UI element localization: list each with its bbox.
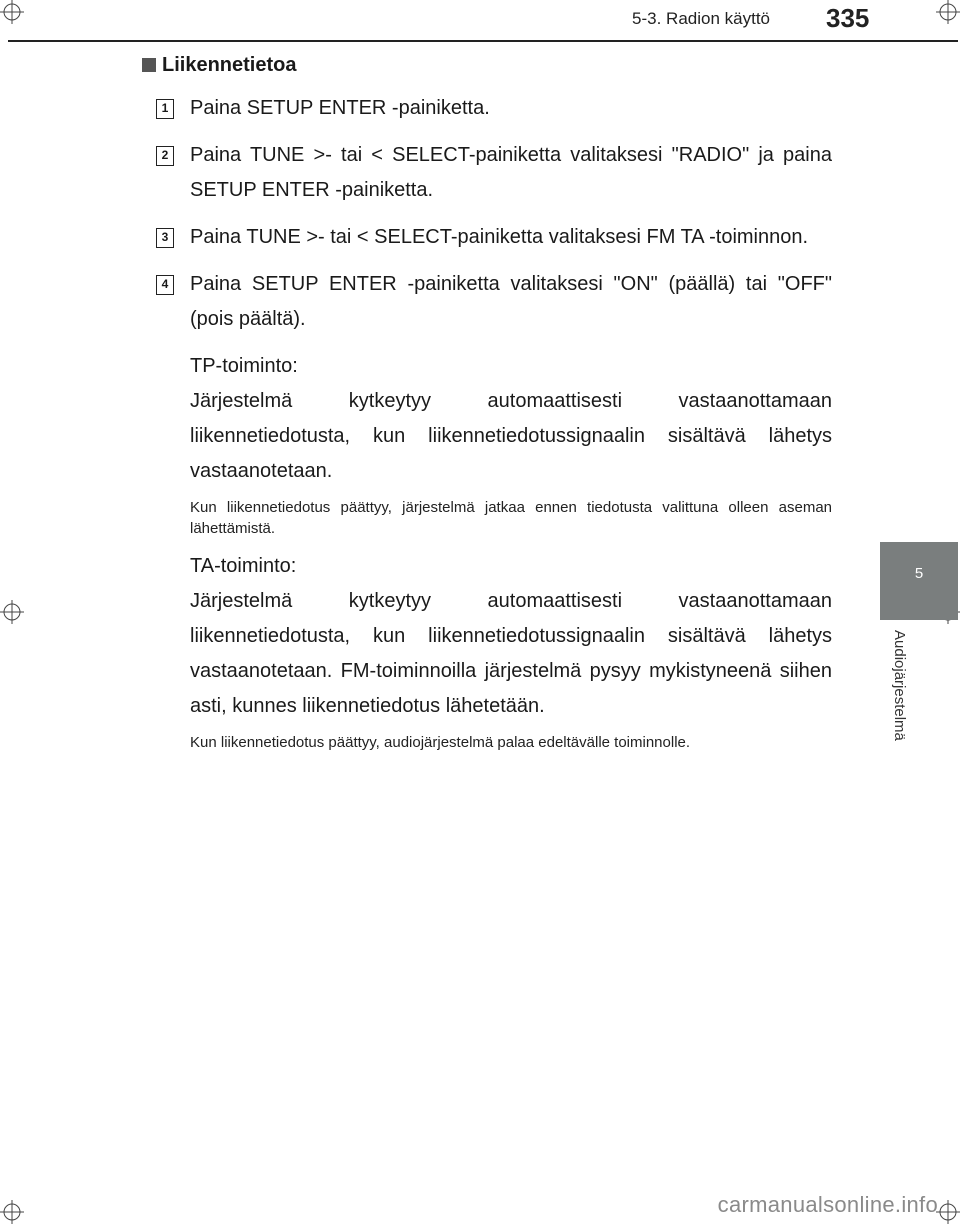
step-text: Paina SETUP ENTER -painiketta. (190, 97, 490, 119)
tp-title: TP-toiminto: (190, 355, 298, 377)
step-number-badge: 4 (156, 275, 174, 295)
chapter-label: Audiojärjestelmä (891, 630, 908, 741)
main-content (142, 50, 832, 763)
step-text: Paina TUNE >- tai < SELECT-painiketta valitaksesi FM TA -toiminnon. (190, 226, 809, 248)
step-text: Paina TUNE >- tai < SELECT-painiketta valitaksesi "RADIO" ja paina SETUP ENTER -painiketta. (190, 144, 832, 201)
step-number-badge: 3 (156, 228, 174, 248)
crop-mark-bottom-left (0, 1200, 24, 1224)
crop-mark-bottom-right (936, 1200, 960, 1224)
chapter-tab (880, 542, 958, 620)
chapter-number: 5 (914, 565, 924, 582)
ta-title: TA-toiminto: (190, 555, 297, 577)
step-1 (142, 91, 832, 126)
crop-mark-middle-left (0, 600, 24, 624)
step-number-badge: 2 (156, 146, 174, 166)
step-3 (142, 220, 832, 255)
step-number-badge: 1 (156, 99, 174, 119)
tp-note: Kun liikennetiedotus päättyy, järjestelmä jatkaa ennen tiedotusta valittuna olleen aseman lähettämistä. (190, 499, 832, 537)
section-heading (142, 54, 832, 77)
section-title: 5-3. Radion käyttö (632, 9, 770, 28)
heading-text: Liikennetietoa (162, 54, 297, 76)
tp-description: Järjestelmä kytkeytyy automaattisesti vastaanottamaan liikennetiedotusta, kun liikennetiedotussignaalin sisältävä lähetys vastaanotetaan. (190, 390, 832, 482)
step-text: Paina SETUP ENTER -painiketta valitaksesi "ON" (päällä) tai "OFF" (pois päältä). (190, 273, 832, 330)
ta-note: Kun liikennetiedotus päättyy, audiojärjestelmä palaa edeltävälle toiminnolle. (190, 734, 691, 751)
ta-description: Järjestelmä kytkeytyy automaattisesti vastaanottamaan liikennetiedotusta, kun liikennetiedotussignaalin sisältävä lähetys vastaanotetaan. FM-toiminnoilla järjestelmä pysyy mykistyneenä siihen asti, kunnes liikennetiedotus lähetetään. (190, 590, 832, 717)
page-number: 335 (826, 3, 870, 33)
step-4 (142, 267, 832, 337)
step-2 (142, 138, 832, 208)
square-bullet-icon (142, 58, 156, 72)
watermark: carmanualsonline.info (717, 1192, 938, 1217)
header-rule (8, 40, 958, 42)
page-header (0, 0, 960, 48)
